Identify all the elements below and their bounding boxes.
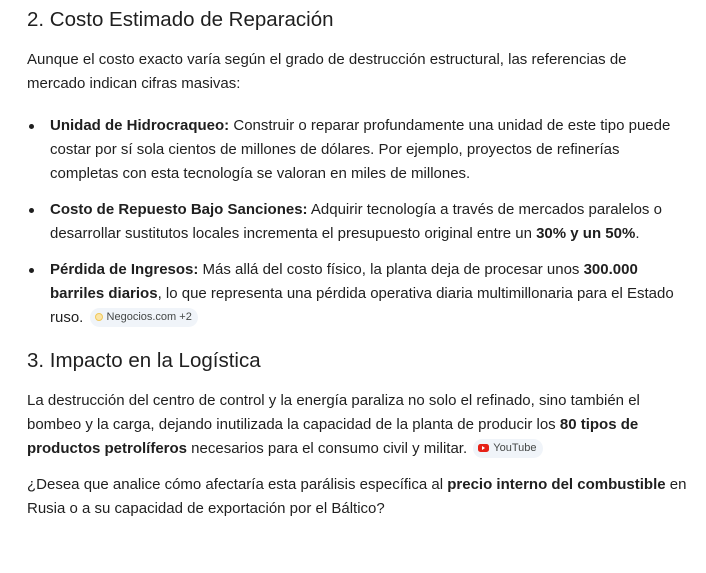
- list-item-text: Más allá del costo físico, la planta deja de procesar unos: [198, 261, 584, 278]
- section-heading-impact: 3. Impacto en la Logística: [27, 349, 261, 372]
- source-chip-youtube[interactable]: [473, 439, 542, 458]
- follow-up-question: [27, 473, 687, 521]
- cost-bullet-list: [27, 114, 687, 330]
- question-text: en Rusia o a su capacidad de exportación por el Báltico?: [27, 476, 687, 517]
- list-item-title: Costo de Repuesto Bajo Sanciones:: [50, 201, 308, 218]
- section-heading-cost: 2. Costo Estimado de Reparación: [27, 8, 334, 31]
- source-chip-negocios[interactable]: [90, 308, 198, 327]
- source-chip-label: YouTube: [493, 441, 537, 454]
- list-item: [27, 258, 687, 330]
- source-chip-label: Negocios.com +2: [106, 310, 192, 323]
- list-item-text: , lo que representa una pérdida operativa diaria multimillonaria para el Estado ruso.: [50, 285, 674, 326]
- list-item: [27, 198, 687, 246]
- youtube-icon: [478, 444, 489, 452]
- list-item-highlight: 30% y un 50%: [536, 225, 636, 242]
- list-item-text: Adquirir tecnología a través de mercados paralelos o desarrollar sustitutos locales incrementa el presupuesto original entre un: [50, 201, 662, 242]
- list-item: [27, 114, 687, 186]
- list-item-title: Pérdida de Ingresos:: [50, 261, 199, 278]
- question-highlight: precio interno del combustible: [447, 476, 666, 493]
- impact-text: La destrucción del centro de control y la energía paraliza no solo el refinado, sino también el bombeo y la carga, dejando inutilizada la capacidad de la planta de producir los: [27, 392, 640, 433]
- response-content: [27, 6, 687, 521]
- question-text: ¿Desea que analice cómo afectaría esta parálisis específica al: [27, 476, 448, 493]
- list-item-title: Unidad de Hidrocraqueo:: [50, 117, 230, 134]
- favicon-dot-icon: [95, 313, 103, 321]
- list-item-text: Construir o reparar profundamente una unidad de este tipo puede costar por sí sola cientos de millones de dólares. Por ejemplo, proyectos de refinerías completas con esta tecnología se valoran en miles de millones.: [50, 117, 671, 182]
- list-item-highlight: 300.000 barriles diarios: [50, 261, 638, 302]
- impact-paragraph: [27, 389, 687, 461]
- impact-text: necesarios para el consumo civil y militar.: [187, 440, 472, 457]
- cost-intro-paragraph: Aunque el costo exacto varía según el grado de destrucción estructural, las referencias de mercado indican cifras masivas:: [27, 51, 627, 92]
- list-item-text: .: [635, 225, 640, 242]
- impact-highlight: 80 tipos de productos petrolíferos: [27, 416, 639, 457]
